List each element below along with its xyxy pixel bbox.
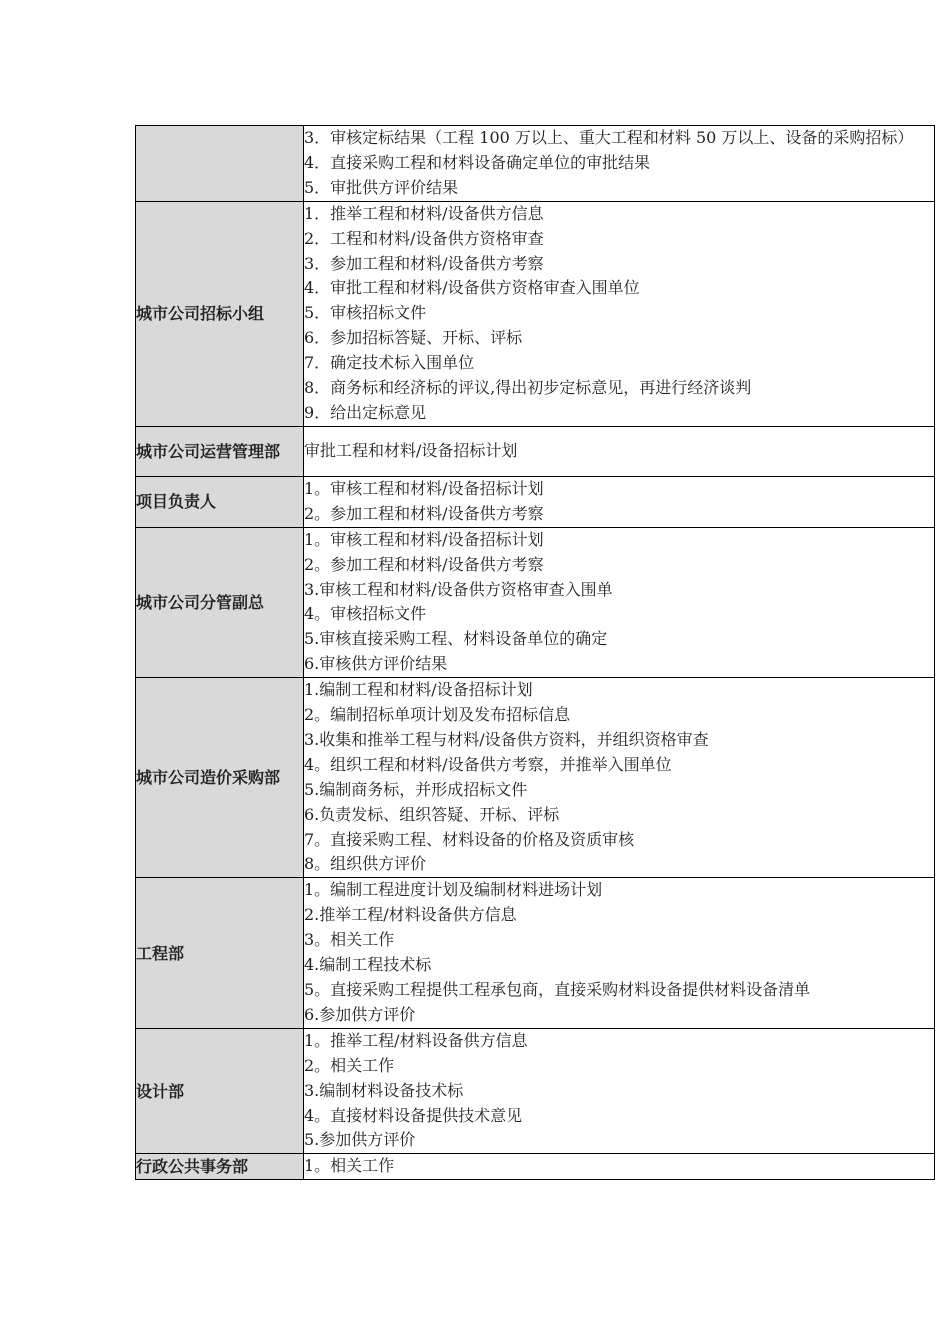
duty-item: 6.负责发标、组织答疑、开标、评标 [304,804,560,824]
duty-item: 2。相关工作 [304,1055,395,1075]
duty-item: 5.编制商务标，并形成招标文件 [304,779,528,799]
table-row [136,527,935,677]
duties-cell [304,678,935,878]
duty-item: 5.审核直接采购工程、材料设备单位的确定 [304,629,608,649]
table-row [136,426,935,476]
duties-cell [304,1028,935,1154]
duty-item: 3。相关工作 [304,930,395,950]
duty-item: 3．审核定标结果（工程 100 万以上、重大工程和材料 50 万以上、设备的采购招标） [304,128,914,147]
duty-item: 8．商务标和经济标的评议,得出初步定标意见，再进行经济谈判 [304,378,752,398]
duty-item: 5.参加供方评价 [304,1130,416,1150]
responsibility-table [135,125,935,1180]
duties-cell [304,878,935,1028]
duty-item: 2．工程和材料/设备供方资格审查 [304,228,544,248]
department-cell [136,126,304,202]
duty-item: 4。直接材料设备提供技术意见 [304,1105,523,1125]
table-row [136,678,935,878]
duty-item: 1。审核工程和材料/设备招标计划 [304,529,544,549]
duty-item: 9．给出定标意见 [304,402,427,422]
duty-item: 1。推举工程/材料设备供方信息 [304,1030,528,1050]
duty-item: 1。相关工作 [304,1156,395,1176]
duties-cell [304,476,935,527]
duty-item: 1.编制工程和材料/设备招标计划 [304,680,533,700]
department-cell: 项目负责人 [136,476,304,527]
department-cell: 设计部 [136,1028,304,1154]
table-row [136,126,935,202]
duty-item: 2。参加工程和材料/设备供方考察 [304,503,544,523]
table-row [136,878,935,1028]
duty-item: 4。组织工程和材料/设备供方考察，并推举入围单位 [304,754,672,774]
duty-item: 1。审核工程和材料/设备招标计划 [304,478,544,498]
duty-item: 7．确定技术标入围单位 [304,353,475,373]
duty-item: 3.收集和推举工程与材料/设备供方资料，并组织资格审查 [304,729,709,749]
table-row [136,201,935,426]
duty-item: 8。组织供方评价 [304,854,427,874]
duty-item: 5．审批供方评价结果 [304,177,459,197]
department-cell: 城市公司造价采购部 [136,678,304,878]
duty-item: 2。编制招标单项计划及发布招标信息 [304,705,571,725]
duty-item: 3.编制材料设备技术标 [304,1080,464,1100]
department-cell: 城市公司运营管理部 [136,426,304,476]
department-cell: 行政公共事务部 [136,1154,304,1180]
duty-item: 5．审核招标文件 [304,303,427,323]
duties-cell [304,527,935,677]
duties-cell [304,201,935,426]
duty-item: 3.审核工程和材料/设备供方资格审查入围单 [304,579,613,599]
duty-item: 6.参加供方评价 [304,1004,416,1024]
table-row [136,1028,935,1154]
duties-cell [304,1154,935,1180]
duty-item: 7。直接采购工程、材料设备的价格及资质审核 [304,829,635,849]
duty-item: 5。直接采购工程提供工程承包商，直接采购材料设备提供材料设备清单 [304,980,811,999]
duty-item: 6.审核供方评价结果 [304,654,448,674]
duty-item: 4。审核招标文件 [304,604,427,624]
duty-item: 审批工程和材料/设备招标计划 [304,440,518,460]
duty-item: 6．参加招标答疑、开标、评标 [304,328,523,348]
duty-item: 4．审批工程和材料/设备供方资格审查入围单位 [304,278,640,298]
duty-item: 3．参加工程和材料/设备供方考察 [304,253,544,273]
duties-cell [304,426,935,476]
duty-item: 4．直接采购工程和材料设备确定单位的审批结果 [304,152,651,172]
department-cell: 工程部 [136,878,304,1028]
department-cell: 城市公司分管副总 [136,527,304,677]
duty-item: 2。参加工程和材料/设备供方考察 [304,554,544,574]
duty-item: 1．推举工程和材料/设备供方信息 [304,203,544,223]
duty-item: 1。编制工程进度计划及编制材料进场计划 [304,880,603,900]
department-cell: 城市公司招标小组 [136,201,304,426]
duty-item: 2.推举工程/材料设备供方信息 [304,905,517,925]
table-row [136,1154,935,1180]
table-row [136,476,935,527]
duty-item: 4.编制工程技术标 [304,955,432,975]
duties-cell [304,126,935,202]
